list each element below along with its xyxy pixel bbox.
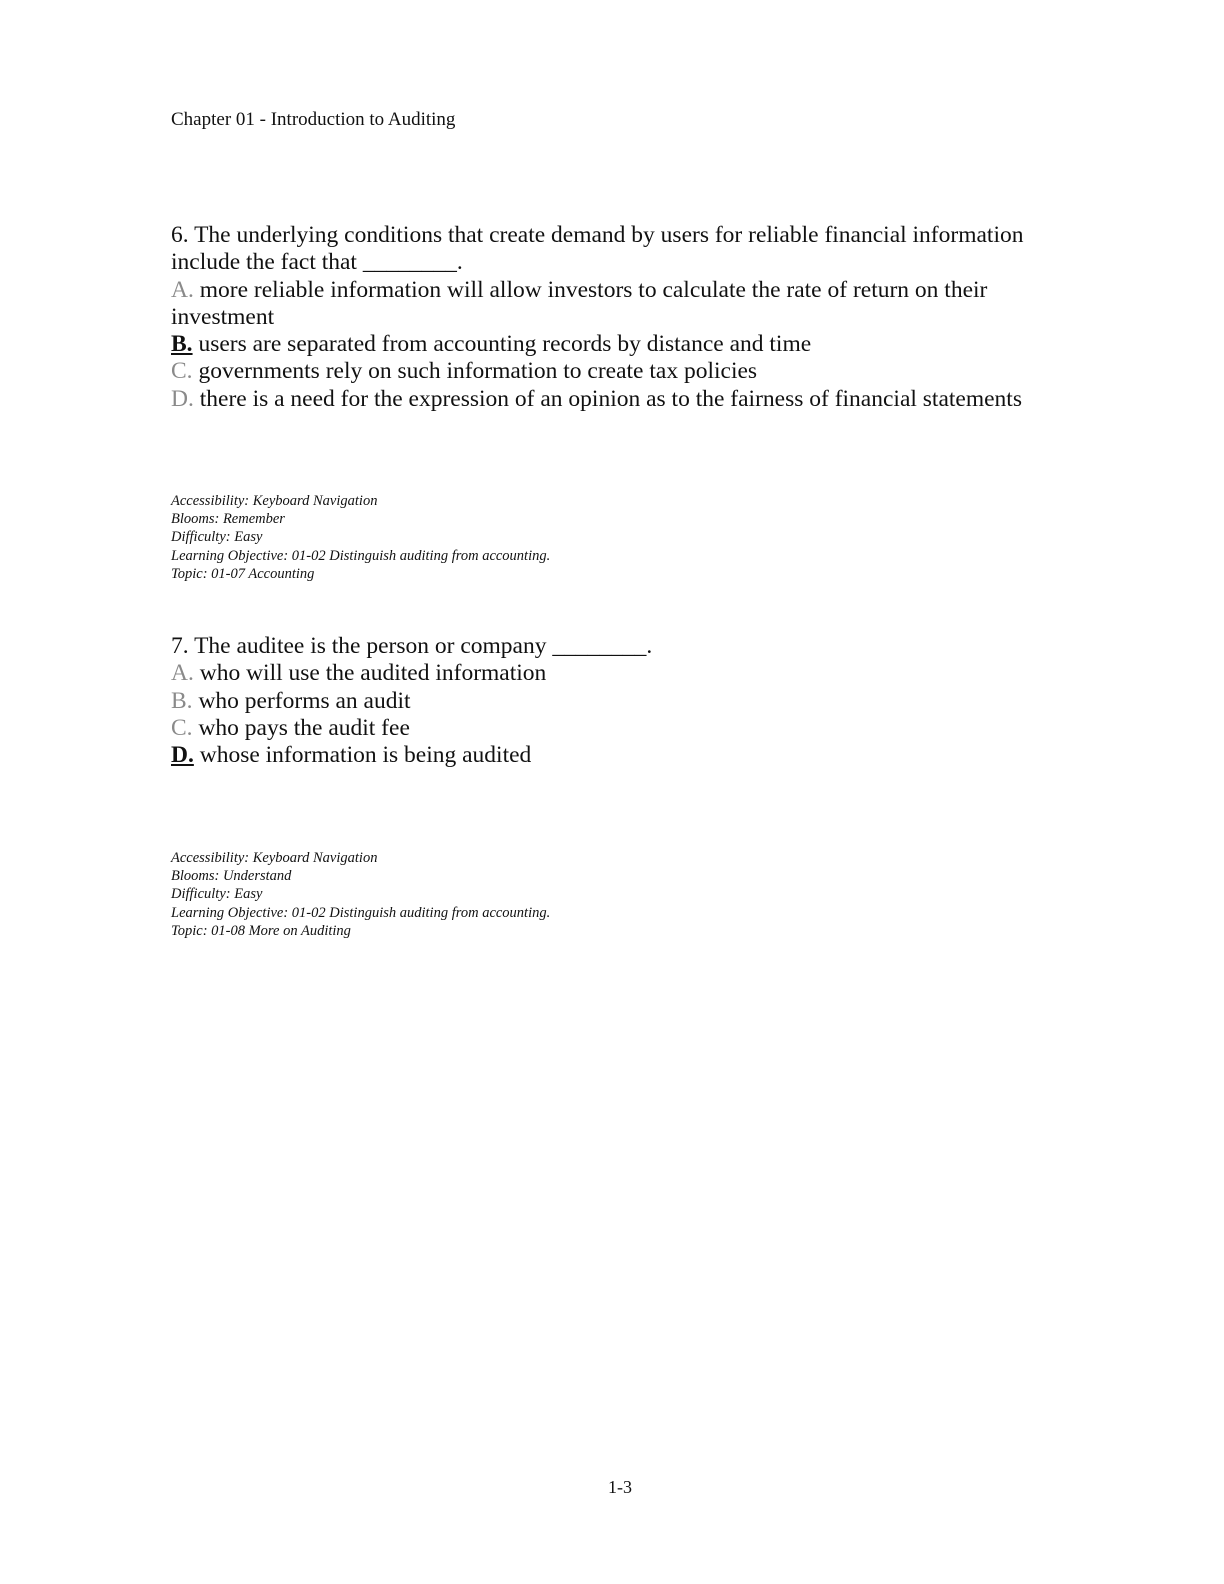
option-text: governments rely on such information to create tax policies	[192, 358, 758, 385]
meta-blooms: Blooms: Remember	[171, 511, 285, 528]
meta-learning-objective: Learning Objective: 01-02 Distinguish auditing from accounting.	[171, 547, 551, 564]
option-b	[171, 688, 1051, 715]
option-letter: B.	[171, 687, 193, 714]
question-7	[171, 633, 1051, 769]
meta-accessibility: Accessibility: Keyboard Navigation	[171, 493, 378, 509]
option-b	[171, 331, 1051, 358]
meta-difficulty: Difficulty: Easy	[171, 886, 263, 903]
question-stem: 6. The underlying conditions that create demand by users for reliable financial information include the fact that ________.	[171, 222, 1024, 276]
option-a	[171, 660, 1051, 687]
option-text: who pays the audit fee	[192, 714, 410, 741]
option-c	[171, 358, 1051, 385]
meta-topic: Topic: 01-08 More on Auditing	[171, 922, 351, 939]
option-text: who will use the audited information	[193, 660, 547, 687]
question-stem: 7. The auditee is the person or company ________.	[171, 633, 653, 659]
meta-accessibility: Accessibility: Keyboard Navigation	[171, 850, 378, 866]
option-letter: C.	[171, 714, 193, 741]
option-d	[171, 386, 1051, 413]
option-text: who performs an audit	[192, 687, 411, 714]
option-d	[171, 742, 1051, 769]
meta-difficulty: Difficulty: Easy	[171, 529, 263, 546]
chapter-title: Chapter 01 - Introduction to Auditing	[171, 109, 456, 130]
option-text: whose information is being audited	[193, 742, 532, 769]
option-text: there is a need for the expression of an opinion as to the fairness of financial statements	[193, 385, 1022, 412]
option-text: more reliable information will allow investors to calculate the rate of return on their investment	[171, 276, 988, 330]
page-number: 1-3	[608, 1477, 632, 1497]
meta-learning-objective: Learning Objective: 01-02 Distinguish auditing from accounting.	[171, 904, 551, 921]
correct-option-letter: D.	[171, 742, 194, 769]
option-letter: C.	[171, 358, 193, 385]
option-letter: A.	[171, 276, 194, 303]
meta-blooms: Blooms: Understand	[171, 868, 292, 885]
question-6-metadata	[171, 492, 550, 583]
correct-option-letter: B.	[171, 331, 193, 358]
option-letter: A.	[171, 660, 194, 687]
option-letter: D.	[171, 385, 194, 412]
question-6	[171, 222, 1051, 413]
option-c	[171, 715, 1051, 742]
option-a	[171, 277, 1051, 332]
option-text: users are separated from accounting records by distance and time	[192, 331, 812, 358]
question-7-metadata	[171, 849, 550, 940]
meta-topic: Topic: 01-07 Accounting	[171, 565, 315, 582]
